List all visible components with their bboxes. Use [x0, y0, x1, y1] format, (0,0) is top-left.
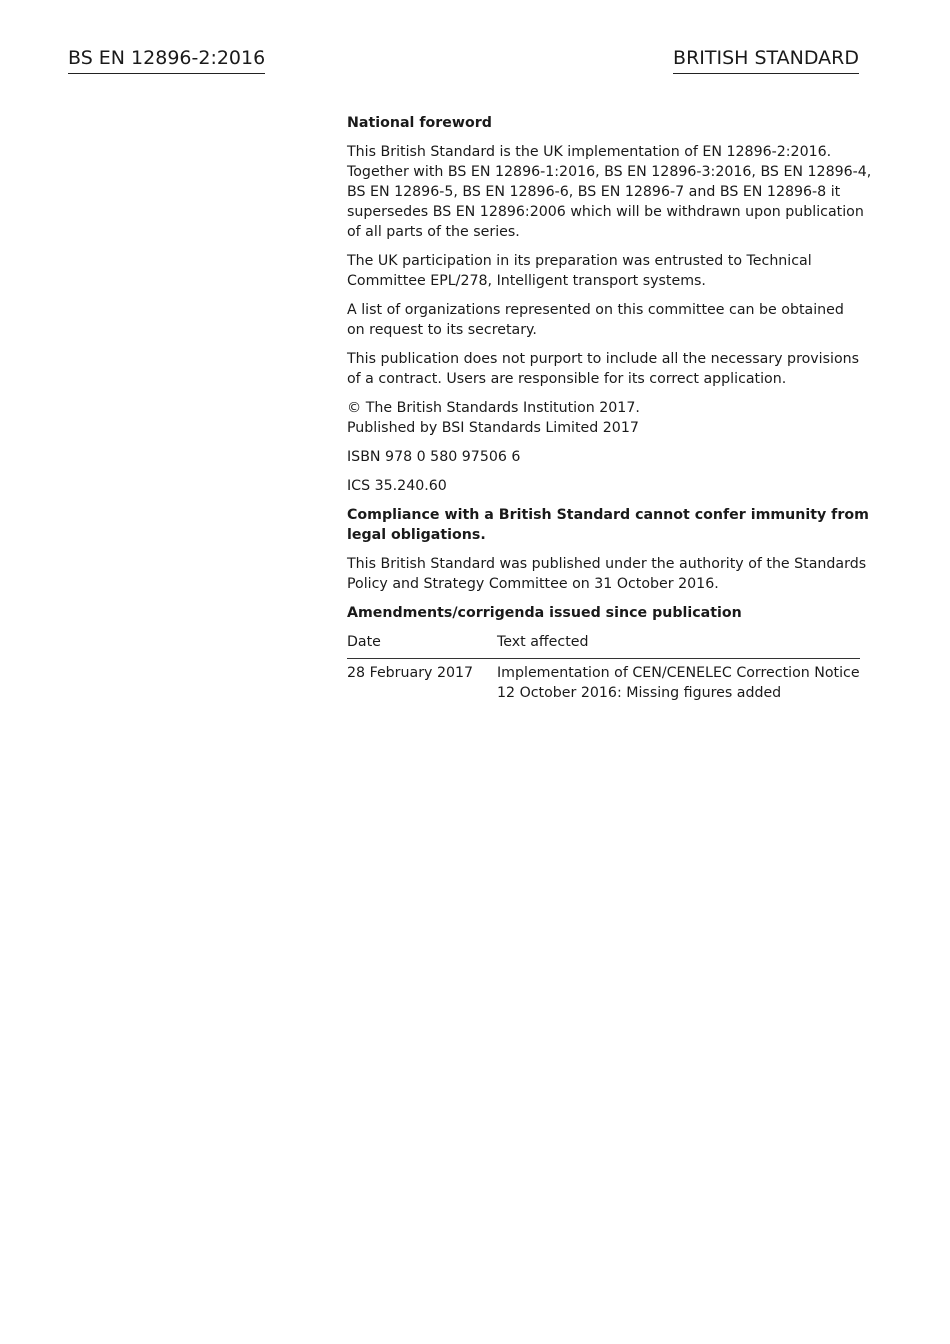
text-line: of a contract. Users are responsible for its correct application.	[347, 371, 787, 387]
text-line: This British Standard was published under the authority of the Standards	[347, 556, 867, 572]
text-line: This publication does not purport to include all the necessary provisions	[347, 351, 860, 367]
text-line: The UK participation in its preparation was entrusted to Technical	[347, 253, 812, 269]
copyright-paragraph	[347, 398, 859, 438]
text-line: Committee EPL/278, Intelligent transport systems.	[347, 273, 706, 289]
text-line: Compliance with a British Standard cannot confer immunity from	[347, 507, 869, 523]
isbn: ISBN 978 0 580 97506 6	[347, 449, 521, 465]
text-line: Together with BS EN 12896-1:2016, BS EN 12896-3:2016, BS EN 12896-4,	[347, 164, 872, 180]
standard-type: BRITISH STANDARD	[673, 45, 859, 74]
text-line: Published by BSI Standards Limited 2017	[347, 420, 639, 436]
text-line: This British Standard is the UK implementation of EN 12896-2:2016.	[347, 144, 832, 160]
implementation-paragraph	[347, 142, 872, 242]
text-line: legal obligations.	[347, 527, 486, 543]
authority-paragraph	[347, 554, 867, 594]
amendments-table	[347, 632, 860, 703]
compliance-notice	[347, 505, 869, 545]
ics-code: ICS 35.240.60	[347, 478, 447, 494]
committee-paragraph	[347, 251, 859, 291]
amendment-date: 28 February 2017	[347, 665, 474, 681]
text-line: supersedes BS EN 12896:2006 which will be withdrawn upon publication	[347, 204, 864, 220]
text-line: BS EN 12896-5, BS EN 12896-6, BS EN 12896-7 and BS EN 12896-8 it	[347, 184, 841, 200]
text-line: © The British Standards Institution 2017.	[347, 400, 640, 416]
text-line: of all parts of the series.	[347, 224, 520, 240]
text-line: on request to its secretary.	[347, 322, 537, 338]
text-affected-column-header: Text affected	[497, 632, 860, 659]
table-header-row	[347, 632, 860, 659]
amendment-text	[497, 659, 860, 704]
disclaimer-paragraph	[347, 349, 859, 389]
text-line: 12 October 2016: Missing figures added	[497, 685, 782, 701]
amendments-title: Amendments/corrigenda issued since publication	[347, 605, 742, 621]
text-line: Implementation of CEN/CENELEC Correction Notice	[497, 665, 860, 681]
foreword-title: National foreword	[347, 115, 492, 131]
organizations-paragraph	[347, 300, 859, 340]
national-foreword	[347, 113, 872, 703]
date-column-header: Date	[347, 632, 497, 659]
document-id: BS EN 12896-2:2016	[68, 45, 265, 74]
text-line: Policy and Strategy Committee on 31 October 2016.	[347, 576, 719, 592]
table-row	[347, 659, 860, 704]
text-line: A list of organizations represented on this committee can be obtained	[347, 302, 844, 318]
